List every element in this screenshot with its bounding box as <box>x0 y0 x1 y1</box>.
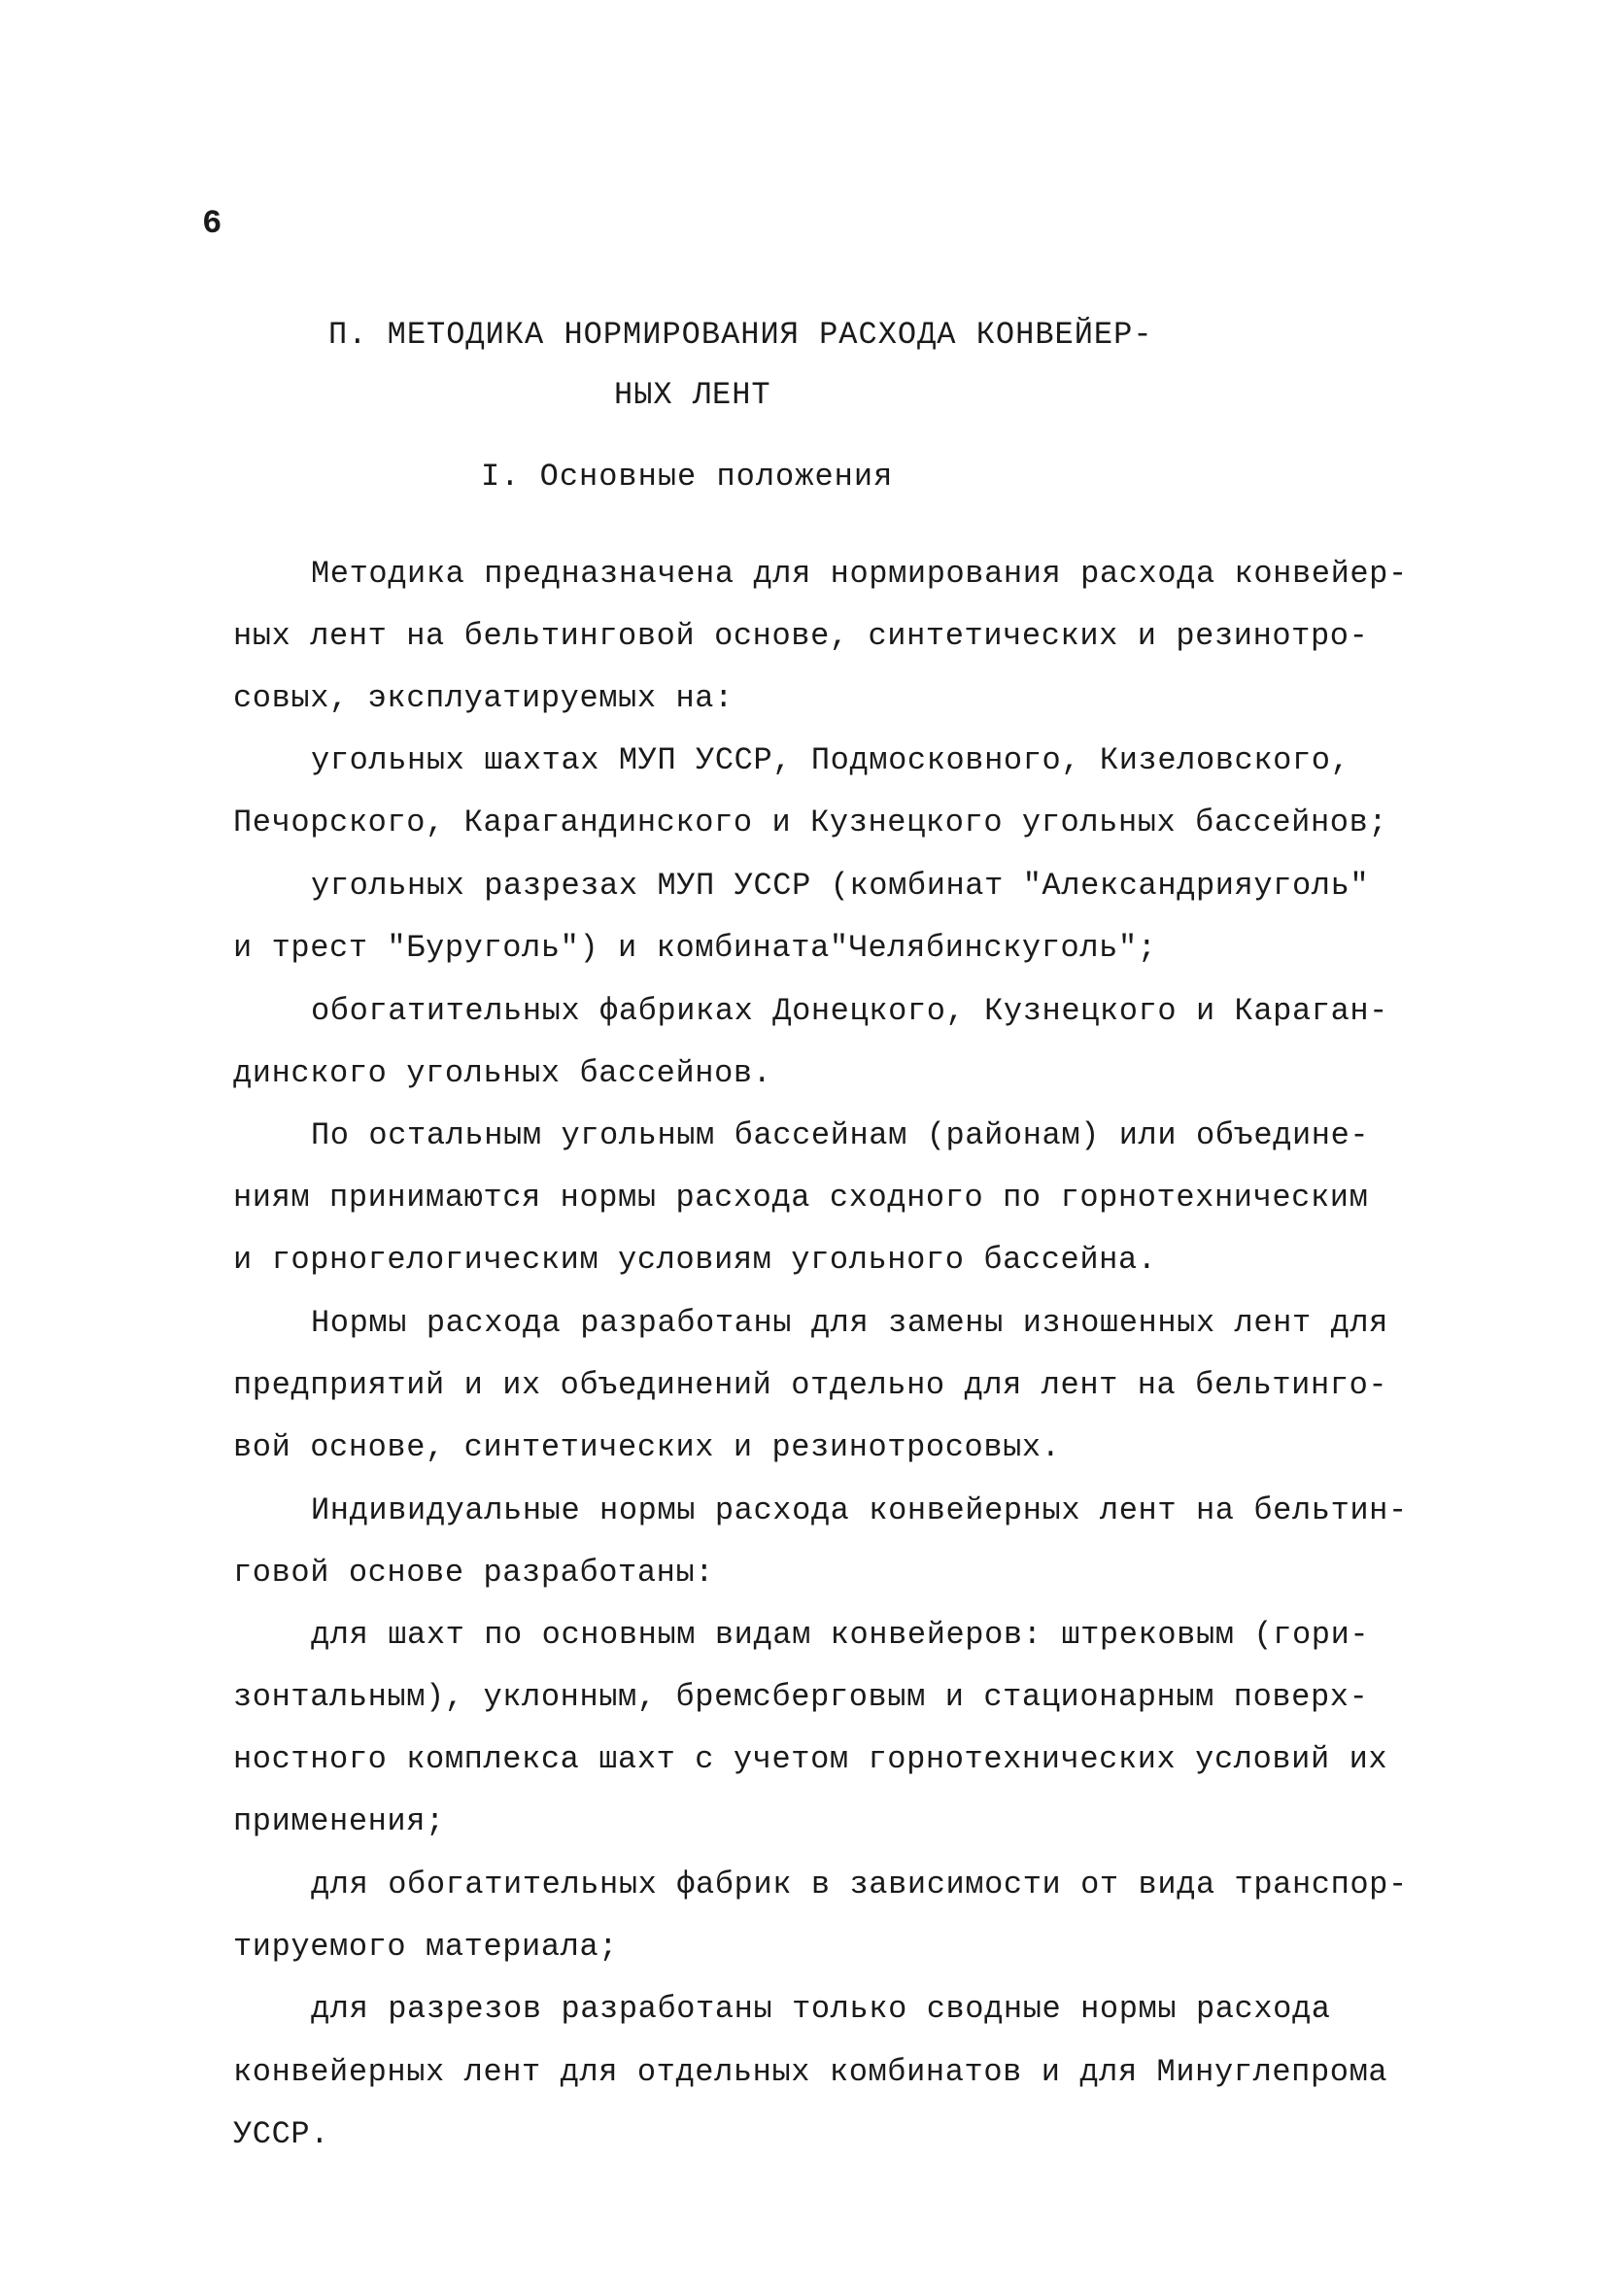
text-line: Нормы расхода разработаны для замены изношенных лент для <box>311 1305 1388 1341</box>
text-line: зонтальным), уклонным, бремсберговым и стационарным поверх- <box>233 1679 1369 1715</box>
chapter-title-line-1: П. МЕТОДИКА НОРМИРОВАНИЯ РАСХОДА КОНВЕЙЕР- <box>328 317 1153 353</box>
text-line: Печорского, Карагандинского и Кузнецкого угольных бассейнов; <box>233 805 1388 840</box>
text-line: ниям принимаются нормы расхода сходного по горнотехническим <box>233 1180 1369 1216</box>
text-line: Методика предназначена для нормирования расхода конвейер- <box>311 556 1408 592</box>
text-line: динского угольных бассейнов. <box>233 1055 772 1091</box>
text-line: угольных шахтах МУП УССР, Подмосковного, Кизеловского, <box>311 742 1350 778</box>
text-line: Индивидуальные нормы расхода конвейерных лент на бельтин- <box>311 1492 1408 1528</box>
text-line: обогатительных фабриках Донецкого, Кузнецкого и Караган- <box>311 993 1388 1029</box>
text-line: конвейерных лент для отдельных комбинатов и для Минуглепрома <box>233 2054 1388 2090</box>
text-line: УССР. <box>233 2116 330 2152</box>
text-line: применения; <box>233 1803 445 1839</box>
text-line: ностного комплекса шахт с учетом горнотехнических условий их <box>233 1741 1388 1777</box>
text-line: для разрезов разработаны только сводные нормы расхода <box>311 1991 1331 2027</box>
chapter-title-line-2: НЫХ ЛЕНТ <box>614 377 771 413</box>
text-line: для шахт по основным видам конвейеров: штрековым (гори- <box>311 1617 1370 1653</box>
text-line: и трест "Буруголь") и комбината"Челябинскуголь"; <box>233 930 1157 966</box>
text-line: предприятий и их объединений отдельно для лент на бельтинго- <box>233 1367 1388 1403</box>
text-line: говой основе разработаны: <box>233 1555 715 1591</box>
text-line: совых, эксплуатируемых на: <box>233 680 734 716</box>
text-line: тируемого материала; <box>233 1929 619 1965</box>
section-title: I. Основные положения <box>481 459 894 495</box>
text-line: ных лент на бельтинговой основе, синтетических и резинотро- <box>233 618 1369 654</box>
text-line: для обогатительных фабрик в зависимости от вида транспор- <box>311 1867 1408 1902</box>
text-line: и горногелогическим условиям угольного бассейна. <box>233 1242 1157 1278</box>
text-line: вой основе, синтетических и резинотросовых. <box>233 1429 1061 1465</box>
text-line: угольных разрезах МУП УССР (комбинат "Александрияуголь" <box>311 868 1370 904</box>
page-number: 6 <box>202 206 222 243</box>
text-line: По остальным угольным бассейнам (районам) или объедине- <box>311 1117 1370 1153</box>
